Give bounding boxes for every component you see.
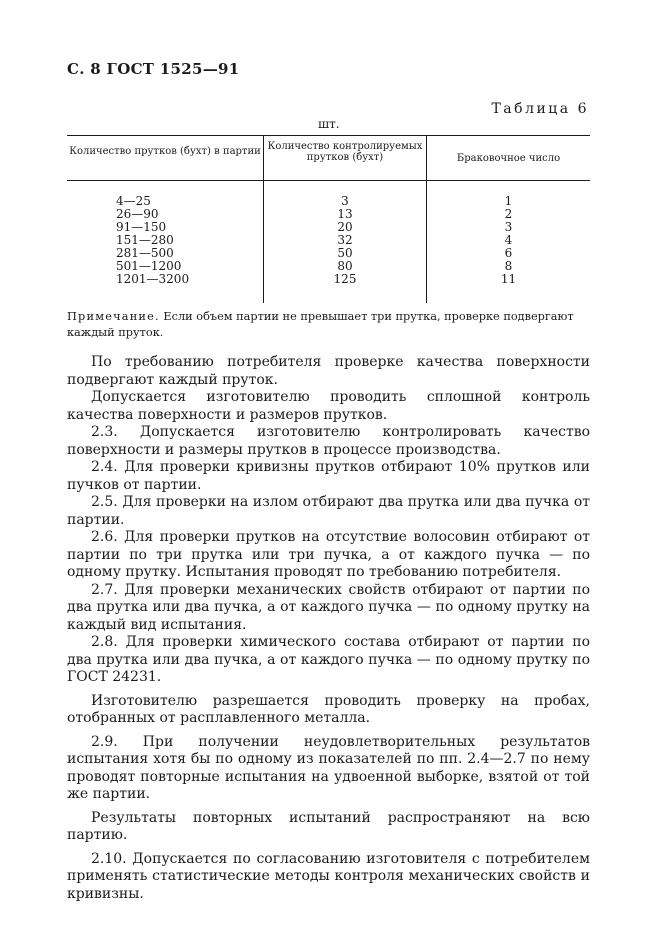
table-cell: 3 — [504, 220, 513, 234]
paragraph: 2.8. Для проверки химического состава отбирают от партии по два прутка или два пучка, а от каждого пучка — по одному прутку по ГОСТ 24231. — [67, 634, 590, 685]
paragraph: Результаты повторных испытаний распространяют на всю партию. — [67, 809, 590, 843]
paragraph: 2.10. Допускается по согласованию изготовителя с потребителем применять статистические методы контроля механических свойств и кривизны. — [67, 850, 590, 902]
table-note — [67, 309, 590, 341]
paragraph: По требованию потребителя проверке качества поверхности подвергают каждый пруток. — [67, 354, 590, 388]
paragraph: 2.6. Для проверки прутков на отсутствие волосовин отбирают от партии по три прутка или три пучка, а от каждого пучка — по одному прутку. Испытания проводят по требованию потребителя. — [67, 529, 590, 580]
note-label: Примечание. — [67, 310, 160, 323]
column-reject — [427, 195, 590, 286]
table-cell: 50 — [337, 246, 353, 260]
page-header: С. 8 ГОСТ 1525—91 — [67, 60, 240, 78]
table-cell: 125 — [333, 272, 357, 286]
table-cell: 6 — [504, 246, 513, 260]
table-cell: 3 — [341, 194, 349, 208]
paragraph: Изготовителю разрешается проводить проверку на пробах, отобранных от расплавленного металла. — [67, 692, 590, 726]
column-batch — [67, 195, 263, 286]
paragraph: 2.9. При получении неудовлетворительных результатов испытания хотя бы по одному из показателей по пп. 2.4—2.7 по нему проводят повторные испытания на удвоенной выборке, взятой от той же партии. — [67, 733, 590, 802]
table-caption: Таблица 6 — [491, 101, 589, 117]
table-cell: 281—500 — [116, 246, 174, 260]
table-cell: 20 — [337, 220, 353, 234]
column-controlled — [264, 195, 426, 286]
table-cell: 26—90 — [116, 207, 159, 221]
table-header-rule — [67, 180, 590, 181]
table-unit: шт. — [318, 117, 340, 131]
table-cell: 1201—3200 — [116, 272, 190, 286]
table-cell: 1 — [504, 194, 513, 208]
note-text: Если объем партии не превышает три прутка, проверке подвергают каждый пруток. — [67, 310, 574, 339]
table-top-rule — [67, 135, 590, 136]
paragraph: 2.3. Допускается изготовителю контролировать качество поверхности и размеры прутков в процессе производства. — [67, 424, 590, 458]
table-cell: 8 — [504, 259, 513, 273]
table-cell: 80 — [337, 259, 353, 273]
body-text — [67, 354, 590, 903]
table-cell: 11 — [500, 272, 517, 286]
table-cell: 2 — [504, 207, 513, 221]
table-cell: 4 — [504, 233, 513, 247]
table-cell: 4—25 — [116, 194, 151, 208]
paragraph: 2.4. Для проверки кривизны прутков отбирают 10% прутков или пучков от партии. — [67, 459, 590, 493]
paragraph: 2.5. Для проверки на излом отбирают два прутка или два пучка от партии. — [67, 494, 590, 528]
column-header-reject: Браковочное число — [456, 153, 561, 164]
column-header-batch: Количество прутков (бухт) в партии — [69, 146, 261, 157]
table-cell: 91—150 — [116, 220, 167, 234]
table-cell: 32 — [337, 233, 353, 247]
table-cell: 151—280 — [116, 233, 174, 247]
paragraph: 2.7. Для проверки механических свойств отбирают от партии по два прутка или два пучка, а от каждого пучка — по одному прутку на каждый вид испытания. — [67, 581, 590, 633]
table-cell: 13 — [337, 207, 353, 221]
table-cell: 501—1200 — [116, 259, 182, 273]
column-header-controlled: Количество контролируемых прутков (бухт) — [267, 141, 423, 163]
paragraph: Допускается изготовителю проводить сплошной контроль качества поверхности и размеров прутков. — [67, 389, 590, 423]
